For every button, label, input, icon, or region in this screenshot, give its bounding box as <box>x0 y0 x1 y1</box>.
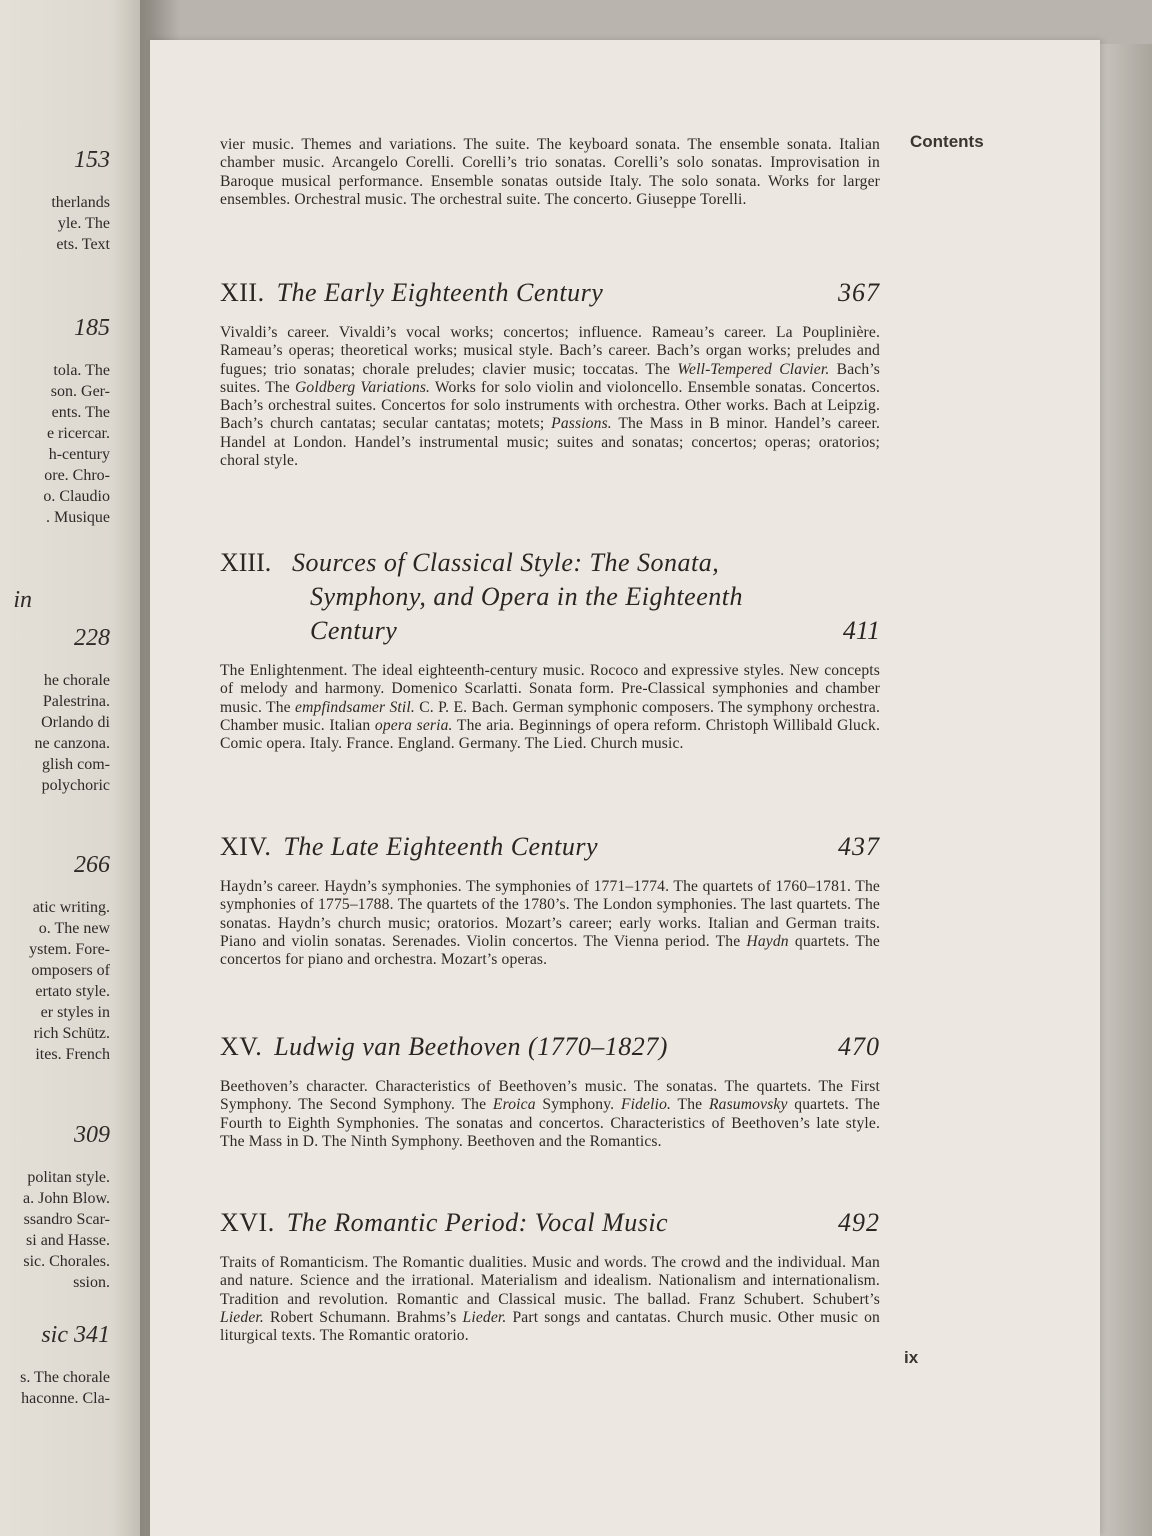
left-page-number: in <box>13 587 32 613</box>
description-text: Beethoven’s character. Characteristics of Beethoven’s music. The sonatas. The quartets. The First Symphony. The Second Symphony. The <box>220 1078 880 1114</box>
left-page-number: 153 <box>74 147 110 173</box>
chapter-entry <box>220 830 880 969</box>
left-page-fragment: son. Ger- <box>50 383 110 400</box>
italic-term: Eroica <box>492 1096 536 1114</box>
left-page-fragment: si and Hasse. <box>26 1232 110 1249</box>
left-page-fragment: ertato style. <box>35 983 110 1000</box>
italic-term: empfindsamer Stil. <box>295 698 415 716</box>
italic-term: opera seria. <box>374 716 453 734</box>
main-page <box>150 40 1100 1536</box>
description-text: The Enlightenment. The ideal eighteenth-century music. Rococo and expressive styles. New concepts of melody and harmony. Domenico Scarlatti. Sonata form. Pre-Classical symphonies and chamber music. The <box>220 662 880 716</box>
description-text: The aria. Beginnings of opera reform. Christoph Willibald Gluck. Comic opera. Italy. France. England. Germany. The Lied. Church music. <box>220 716 881 753</box>
chapter-entry <box>220 276 880 470</box>
chapter-number: XIV. <box>220 832 272 861</box>
chapter-page-number: 437 <box>838 832 880 861</box>
description-text: The Mass in B minor. Handel’s career. Handel at London. Handel’s instrumental music; suites and sonatas; concertos; operas; oratorios; choral style. <box>220 415 880 470</box>
left-page-fragment: ets. Text <box>56 236 110 253</box>
continued-text: vier music. Themes and variations. The suite. The keyboard sonata. The ensemble sonata. Italian chamber music. Arcangelo Corelli. Corelli’s trio sonatas. Corelli’s solo sonatas. Improvisation in Baroque musical performance. Ensemble sonatas outside Italy. The solo sonata. Works for larger ensembles. Orchestral music. The orchestral suite. The concerto. Giuseppe Torelli. <box>220 136 880 208</box>
chapter-number: XIII. <box>220 548 272 577</box>
left-page-number: 266 <box>74 852 110 878</box>
italic-term: Well-Tempered Clavier. <box>677 360 830 378</box>
italic-term: Lieder. <box>462 1308 507 1326</box>
left-page-fragment: politan style. <box>27 1169 110 1186</box>
chapter-heading <box>220 830 880 864</box>
chapter-heading <box>220 1030 880 1064</box>
left-page-fragment: yle. The <box>57 215 110 232</box>
left-page-fragment: . Musique <box>46 509 110 526</box>
italic-term: Rasumovsky <box>708 1096 788 1114</box>
left-page-fragment: ites. French <box>35 1046 110 1063</box>
left-page-fragment: polychoric <box>41 777 110 794</box>
left-page-fragment: rich Schütz. <box>33 1025 110 1042</box>
chapter-page-number: 470 <box>838 1032 880 1061</box>
chapter-entry <box>220 1030 880 1151</box>
chapter-description <box>220 1078 880 1151</box>
chapter-page-number: 411 <box>842 616 880 645</box>
left-page-fragment: a. John Blow. <box>23 1190 110 1207</box>
chapter-description <box>220 662 880 753</box>
left-page-fragment: o. The new <box>38 920 110 937</box>
left-page-number: 228 <box>74 625 110 651</box>
left-page-fragment: ne canzona. <box>34 735 110 752</box>
italic-term: Haydn <box>746 932 789 950</box>
italic-term: Fidelio. <box>620 1096 672 1114</box>
chapter-description <box>220 1254 880 1345</box>
page-edge <box>1100 44 1152 1536</box>
left-page <box>0 0 150 1536</box>
description-text: Part songs and cantatas. Church music. Other music on liturgical texts. The Romantic oratorio. <box>220 1308 880 1345</box>
chapter-heading <box>220 276 880 310</box>
page-number: ix <box>904 1348 919 1367</box>
description-text: Symphony. <box>535 1096 621 1114</box>
description-text: Vivaldi’s career. Vivaldi’s vocal works; concertos; influence. Rameau’s career. La Pouplinière. Rameau’s operas; theoretical works; musical style. Bach’s career. Bach’s organ works; preludes and fugues; trio sonatas; chorale preludes; clavier music; toccatas. The <box>220 324 880 378</box>
left-page-fragment: e ricercar. <box>46 425 110 442</box>
chapter-heading <box>220 1206 880 1240</box>
chapter-page-number: 492 <box>838 1208 880 1237</box>
description-text: Haydn’s career. Haydn’s symphonies. The symphonies of 1771–1774. The quartets of 1760–1781. The symphonies of 1775–1788. The quartets of the 1780’s. The London symphonies. The last quartets. The sonatas. Haydn’s church music; oratorios. Mozart’s career; early works. Italian and German traits. Piano and violin sonatas. Serenades. Violin concertos. The Vienna period. The <box>220 878 880 950</box>
chapter-number: XV. <box>220 1032 263 1061</box>
chapter-entry <box>220 1206 880 1345</box>
chapter-number: XII. <box>220 278 265 307</box>
left-page-fragment: Palestrina. <box>42 693 110 710</box>
chapter-title: The Romantic Period: Vocal Music <box>286 1208 669 1237</box>
chapter-title: The Late Eighteenth Century <box>283 832 598 861</box>
left-page-fragment: o. Claudio <box>43 488 110 505</box>
chapter-title-line: Sources of Classical Style: The Sonata, <box>292 548 720 577</box>
chapter-entry <box>220 546 880 753</box>
left-page-fragment: h-century <box>48 446 110 463</box>
left-page-fragment: ore. Chro- <box>44 467 110 484</box>
description-text: C. P. E. Bach. German symphonic composers. The symphony orchestra. Chamber music. Italian <box>220 698 880 734</box>
continued-section <box>220 136 880 209</box>
chapter-number: XVI. <box>220 1208 275 1237</box>
italic-term: Lieder. <box>220 1308 264 1326</box>
left-page-fragment: ssandro Scar- <box>23 1211 110 1228</box>
left-page-fragment: omposers of <box>31 962 110 979</box>
italic-term: Goldberg Variations. <box>294 378 431 396</box>
left-page-fragment: ystem. Fore- <box>29 941 110 958</box>
left-page-fragment: ssion. <box>73 1274 110 1291</box>
left-page-number: sic 341 <box>41 1322 110 1348</box>
left-page-fragment: haconne. Cla- <box>21 1390 110 1407</box>
chapter-page-number: 367 <box>838 278 880 307</box>
left-page-fragment: atic writing. <box>32 899 110 916</box>
description-text: quartets. The concertos for piano and orchestra. Mozart’s operas. <box>220 932 881 969</box>
chapter-description <box>220 324 880 470</box>
chapter-title-line: Century <box>310 616 398 645</box>
running-head: Contents <box>910 132 984 151</box>
chapter-title: Ludwig van Beethoven (1770–1827) <box>274 1032 668 1061</box>
description-text: The <box>671 1096 709 1114</box>
description-text: Robert Schumann. Brahms’s <box>263 1308 463 1326</box>
left-page-number: 185 <box>74 315 110 341</box>
left-page-fragment: Orlando di <box>41 714 110 731</box>
left-page-number: 309 <box>74 1122 110 1148</box>
description-text: Bach’s suites. The <box>220 360 881 396</box>
chapter-heading <box>220 546 880 648</box>
left-page-fragment: he chorale <box>43 672 110 689</box>
left-page-fragment: s. The chorale <box>20 1369 110 1386</box>
left-page-fragment: therlands <box>51 194 110 211</box>
left-page-fragment: ents. The <box>51 404 110 421</box>
description-text: quartets. The Fourth to Eighth Symphonies. The sonatas and concertos. Characteristics of Beethoven’s late style. The Mass in D. The Ninth Symphony. Beethoven and the Romantics. <box>220 1096 881 1150</box>
chapter-title-line: Symphony, and Opera in the Eighteenth <box>310 582 743 611</box>
italic-term: Passions. <box>551 415 612 433</box>
left-page-fragment: er styles in <box>40 1004 110 1021</box>
description-text: Traits of Romanticism. The Romantic dualities. Music and words. The crowd and the individual. Man and nature. Science and the irrational. Materialism and idealism. Nationalism and internationalism. Tradition and revolution. Romantic and Classical music. The ballad. Franz Schubert. Schubert’s <box>220 1254 880 1308</box>
left-page-fragment: tola. The <box>53 362 110 379</box>
left-page-fragment: glish com- <box>42 756 110 773</box>
chapter-title: The Early Eighteenth Century <box>276 278 604 307</box>
left-page-fragment: sic. Chorales. <box>23 1253 110 1270</box>
chapter-description <box>220 878 880 969</box>
description-text: Works for solo violin and violoncello. Ensemble sonatas. Concertos. Bach’s orchestral suites. Concertos for solo instruments with orchestra. Other works. Bach at Leipzig. Bach’s church cantatas; secular cantatas; motets; <box>220 378 880 433</box>
